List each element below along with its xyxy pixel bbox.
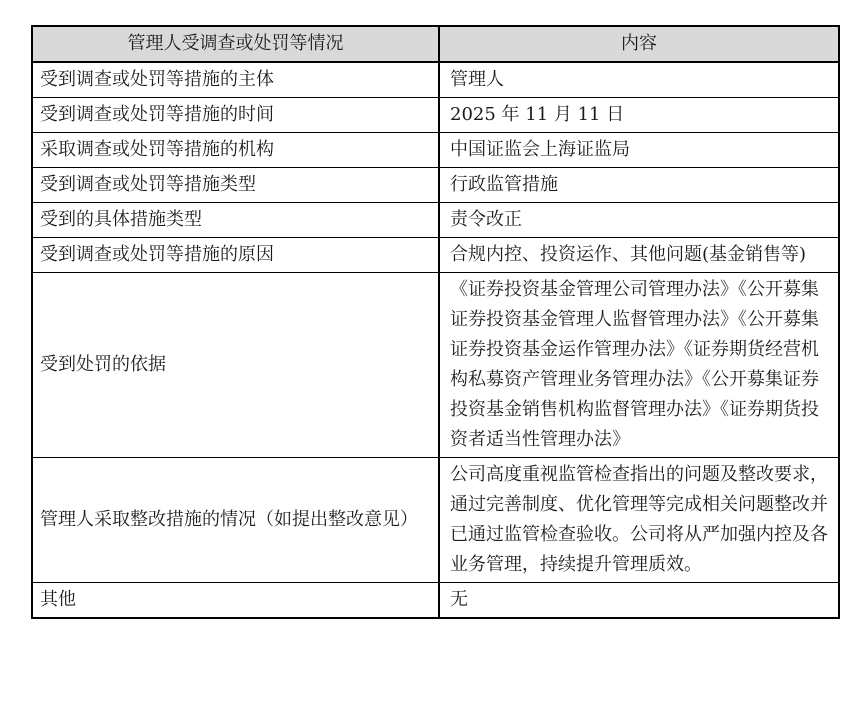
row-value-authority: 中国证监会上海证监局 [439,133,839,168]
table-row [32,238,839,273]
table-row [32,583,839,619]
row-label-measure-type: 受到调查或处罚等措施类型 [32,168,439,203]
table-row [32,62,839,98]
row-value-legal-basis: 《证券投资基金管理公司管理办法》《公开募集证券投资基金管理人监督管理办法》《公开募集证券投资基金运作管理办法》《证券期货经营机构私募资产管理业务管理办法》《公开募集证券投资基金销售机构监督管理办法》《证券期货投资者适当性管理办法》 [439,273,839,458]
row-label-specific-measure: 受到的具体措施类型 [32,203,439,238]
row-value-rectification: 公司高度重视监管检查指出的问题及整改要求，通过完善制度、优化管理等完成相关问题整改并已通过监管检查验收。公司将从严加强内控及各业务管理，持续提升管理质效。 [439,458,839,583]
row-label-other: 其他 [32,583,439,619]
table-row [32,98,839,133]
row-label-authority: 采取调查或处罚等措施的机构 [32,133,439,168]
row-value-time: 2025 年 11 月 11 日 [439,98,839,133]
table-row [32,168,839,203]
row-value-measure-type: 行政监管措施 [439,168,839,203]
row-label-legal-basis: 受到处罚的依据 [32,273,439,458]
table-header-row [32,26,839,62]
table-row [32,133,839,168]
row-label-subject: 受到调查或处罚等措施的主体 [32,62,439,98]
row-value-subject: 管理人 [439,62,839,98]
table-row [32,273,839,458]
row-value-specific-measure: 责令改正 [439,203,839,238]
penalty-info-table [31,25,840,619]
table-row [32,458,839,583]
table-row [32,203,839,238]
row-label-reason: 受到调查或处罚等措施的原因 [32,238,439,273]
row-value-reason: 合规内控、投资运作、其他问题(基金销售等) [439,238,839,273]
header-situation-column: 管理人受调查或处罚等情况 [32,26,439,62]
header-content-column: 内容 [439,26,839,62]
row-value-other: 无 [439,583,839,619]
row-label-time: 受到调查或处罚等措施的时间 [32,98,439,133]
row-label-rectification: 管理人采取整改措施的情况（如提出整改意见） [32,458,439,583]
